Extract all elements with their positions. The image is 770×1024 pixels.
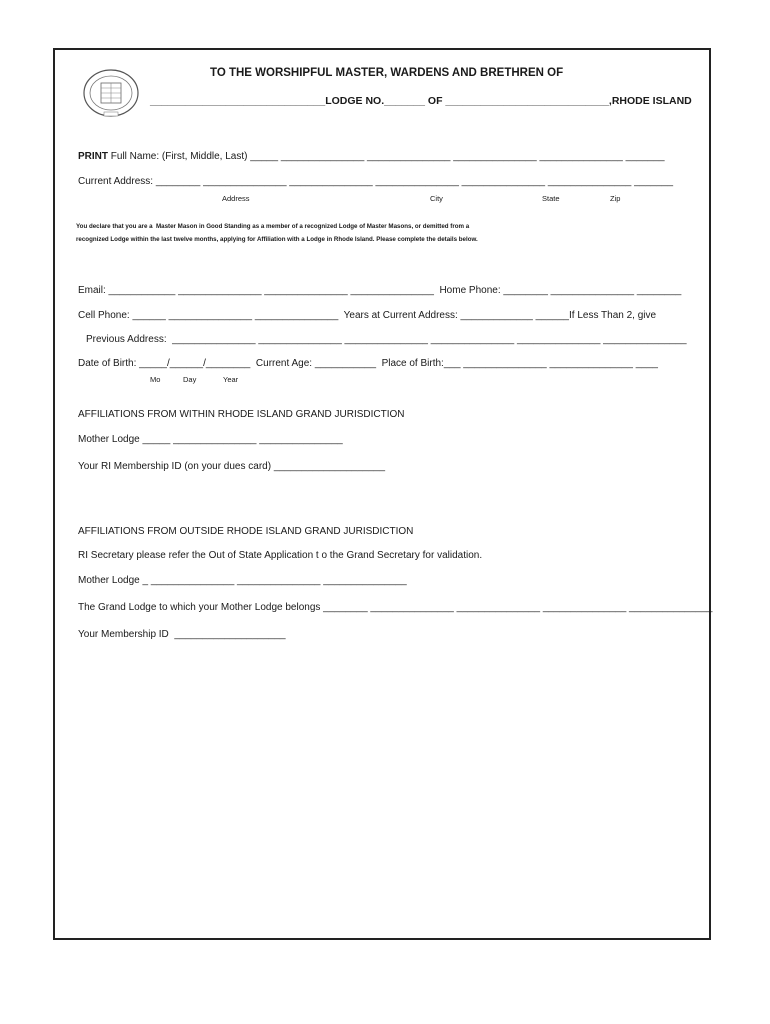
- form-title: TO THE WORSHIPFUL MASTER, WARDENS AND BRETHREN OF: [210, 67, 564, 79]
- lodge-line[interactable]: ______________________________LODGE NO._______ OF ____________________________,RHODE ISLAND: [150, 95, 692, 107]
- ri-section-heading: AFFILIATIONS FROM WITHIN RHODE ISLAND GRAND JURISDICTION: [78, 409, 405, 420]
- outside-secretary-note: RI Secretary please refer the Out of State Application t o the Grand Secretary for validation.: [78, 550, 483, 561]
- date-of-birth-field[interactable]: Date of Birth: _____/______/________ Current Age: ___________ Place of Birth:___ _______________ _______________ ____: [78, 358, 658, 369]
- declaration-line-2: recognized Lodge within the last twelve months, applying for Affiliation with a Lodge in Rhode Island. Please complete the details below.: [76, 236, 478, 243]
- month-caption: Mo: [150, 375, 161, 384]
- ri-mother-lodge-field[interactable]: Mother Lodge _____ _______________ _______________: [78, 434, 343, 445]
- email-and-home-phone-field[interactable]: Email: ____________ _______________ _______________ _______________ Home Phone: ________ _______________ ________: [78, 285, 682, 296]
- outside-section-heading: AFFILIATIONS FROM OUTSIDE RHODE ISLAND GRAND JURISDICTION: [78, 526, 414, 537]
- outside-membership-id-field[interactable]: Your Membership ID ____________________: [78, 629, 286, 640]
- address-caption: Address: [222, 194, 250, 203]
- state-caption: State: [542, 194, 560, 203]
- day-caption: Day: [183, 375, 197, 384]
- outside-mother-lodge-field[interactable]: Mother Lodge _ _______________ _______________ _______________: [78, 575, 407, 586]
- print-label: PRINT: [78, 151, 108, 162]
- grand-lodge-field[interactable]: The Grand Lodge to which your Mother Lodge belongs ________ _______________ _______________ _______________ _______________: [78, 602, 713, 613]
- ri-membership-id-field[interactable]: Your RI Membership ID (on your dues card) ____________________: [78, 461, 386, 472]
- city-caption: City: [430, 194, 443, 203]
- previous-address-field[interactable]: Previous Address: _______________ _______________ _______________ _______________ _______________ _______________: [86, 334, 687, 345]
- year-caption: Year: [223, 375, 239, 384]
- current-address-field[interactable]: Current Address: ________ _______________ _______________ _______________ _______________ _______________ _______: [78, 176, 674, 187]
- grand-lodge-seal-icon: [82, 68, 140, 118]
- cell-phone-and-years-field[interactable]: Cell Phone: ______ _______________ _______________ Years at Current Address: _____________ ______If Less Than 2, give: [78, 310, 657, 321]
- full-name-field[interactable]: [78, 151, 665, 163]
- full-name-label: Full Name: (First, Middle, Last) _____ _______________ _______________ _______________ _______________ _______: [108, 151, 665, 162]
- declaration-line-1: You declare that you are a Master Mason in Good Standing as a member of a recognized Lodge of Master Masons, or demitted from a: [76, 223, 470, 230]
- zip-caption: Zip: [610, 194, 621, 203]
